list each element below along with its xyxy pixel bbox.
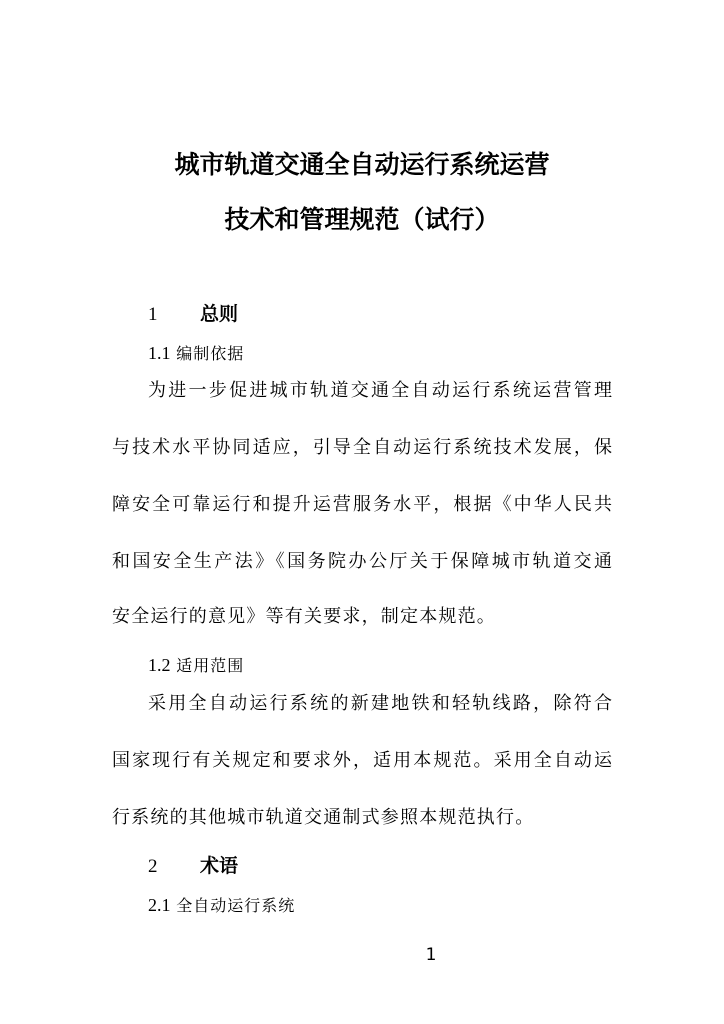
subsection-1-1-heading: [148, 342, 244, 365]
section-title: 术语: [200, 855, 239, 877]
document-title-line-1: 城市轨道交通全自动运行系统运营: [174, 150, 550, 179]
subsection-1-2-heading: [148, 654, 244, 677]
paragraph-line: 障安全可靠运行和提升运营服务水平，根据《中华人民共: [112, 494, 612, 515]
page-number: 1: [425, 945, 437, 965]
paragraph-line: 和国安全生产法》《国务院办公厅关于保障城市轨道交通: [112, 551, 612, 572]
paragraph-line: 为进一步促进城市轨道交通全自动运行系统运营管理: [148, 380, 612, 401]
paragraph-line: 与技术水平协同适应，引导全自动运行系统技术发展，保: [112, 437, 612, 458]
paragraph-line: 安全运行的意见》等有关要求，制定本规范。: [112, 606, 496, 627]
section-number: 1: [148, 304, 158, 325]
subsection-title: 全自动运行系统: [176, 896, 296, 915]
paragraph-line: 采用全自动运行系统的新建地铁和轻轨线路，除符合: [148, 693, 612, 714]
document-title-line-2: 技术和管理规范（试行）: [224, 205, 500, 234]
section-number: 2: [148, 856, 158, 877]
subsection-2-1-heading: [148, 894, 295, 917]
paragraph-line: 行系统的其他城市轨道交通制式参照本规范执行。: [112, 807, 535, 828]
paragraph-line: 国家现行有关规定和要求外，适用本规范。采用全自动运: [112, 750, 612, 771]
subsection-number: 1.2: [148, 655, 171, 675]
subsection-number: 1.1: [148, 343, 171, 363]
section-2-heading: [148, 854, 238, 879]
subsection-title: 编制依据: [176, 344, 245, 363]
subsection-number: 2.1: [148, 895, 171, 915]
section-1-heading: [148, 302, 238, 327]
section-title: 总则: [200, 303, 239, 325]
subsection-title: 适用范围: [176, 656, 245, 675]
